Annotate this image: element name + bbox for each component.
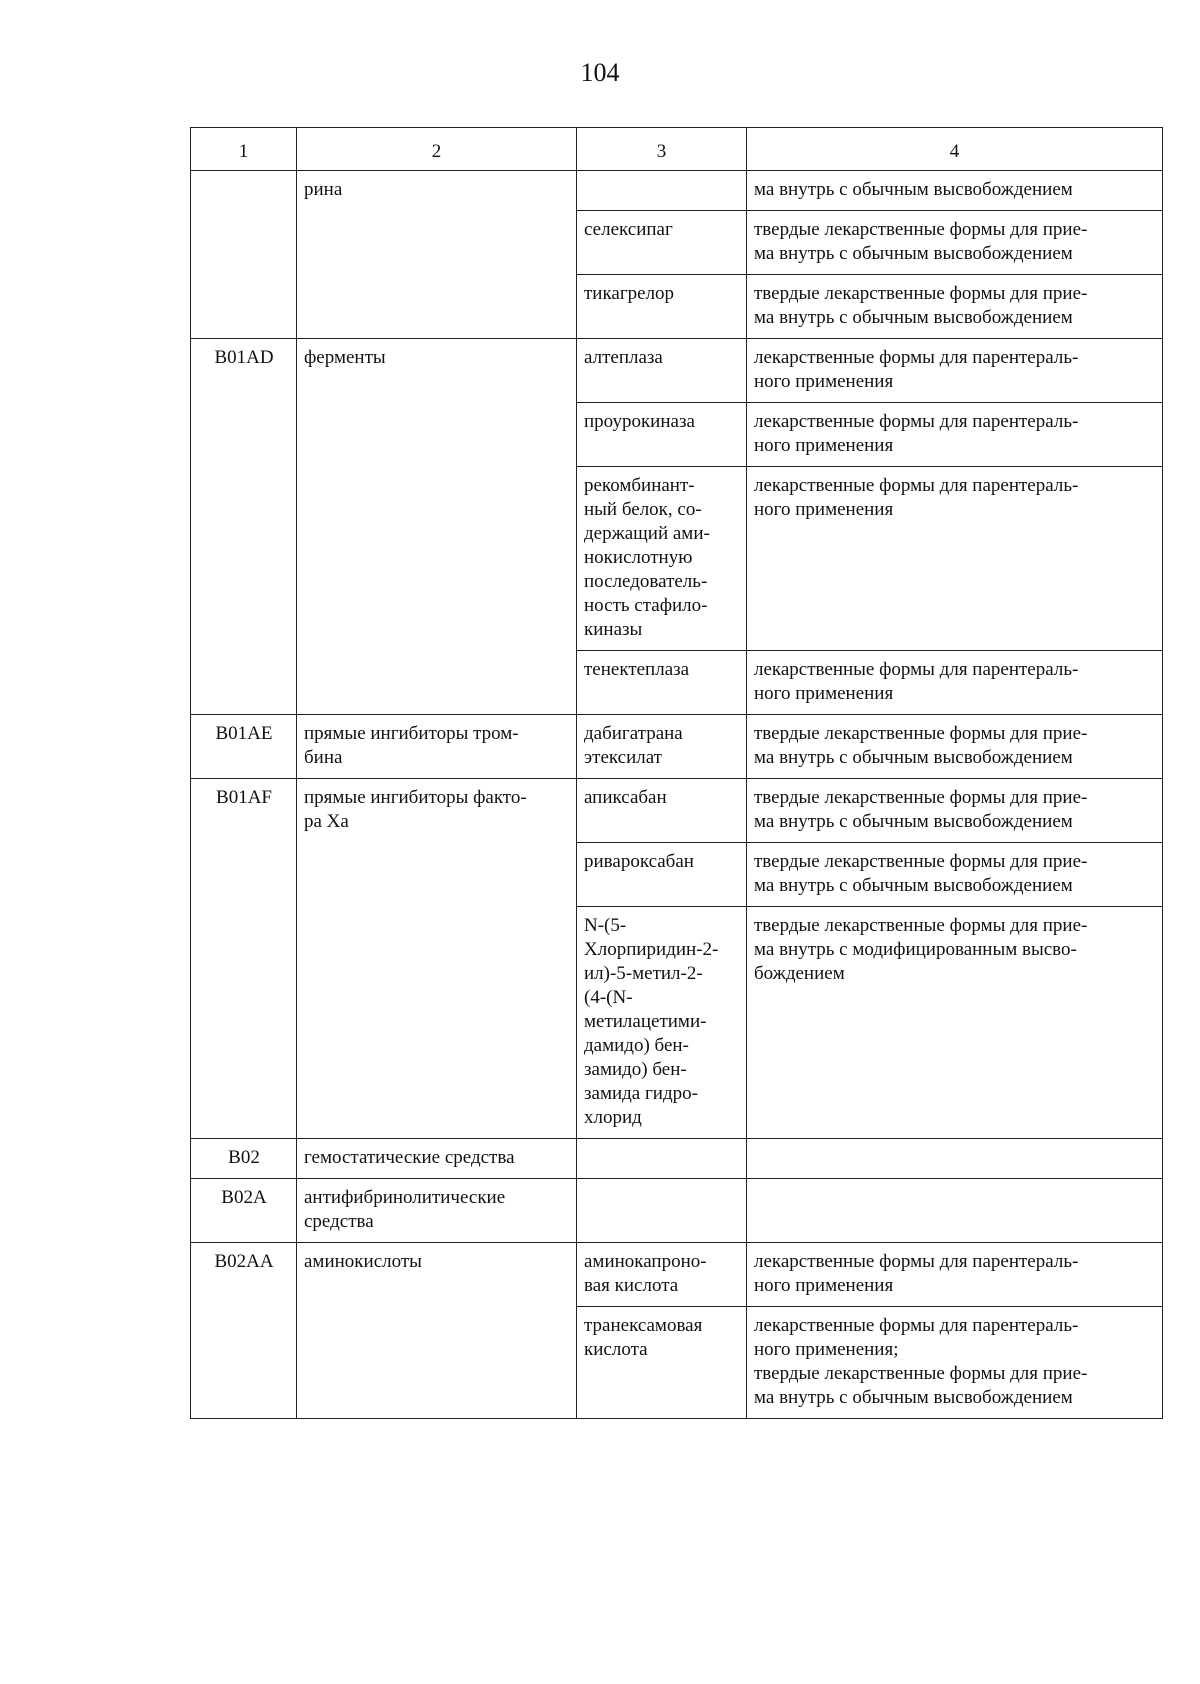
drug-name-cell: дабигатрана этексилат <box>577 715 747 779</box>
atc-code-cell: B01AF <box>191 779 297 1139</box>
atc-code-cell: B02AA <box>191 1243 297 1419</box>
atc-code-cell: B01AE <box>191 715 297 779</box>
group-name-cell: гемостатические средства <box>297 1139 577 1179</box>
group-name-cell: аминокислоты <box>297 1243 577 1419</box>
page-number: 104 <box>580 58 620 87</box>
drug-name-cell: тенектеплаза <box>577 651 747 715</box>
drug-name-cell: ривароксабан <box>577 843 747 907</box>
group-name-cell: ферменты <box>297 339 577 715</box>
dosage-form-cell: твердые лекарственные формы для прие- ма внутрь с обычным высвобождением <box>747 779 1163 843</box>
dosage-form-cell: лекарственные формы для парентераль- ного применения <box>747 339 1163 403</box>
drug-name-cell: рекомбинант- ный белок, со- держащий ами- нокислотную последователь- ность стафило- киназы <box>577 467 747 651</box>
dosage-form-cell: твердые лекарственные формы для прие- ма внутрь с обычным высвобождением <box>747 715 1163 779</box>
column-header: 3 <box>577 128 747 171</box>
dosage-form-cell: лекарственные формы для парентераль- ного применения <box>747 403 1163 467</box>
table-row <box>191 1179 1163 1243</box>
dosage-form-cell: твердые лекарственные формы для прие- ма внутрь с обычным высвобождением <box>747 211 1163 275</box>
group-name-cell: прямые ингибиторы тром- бина <box>297 715 577 779</box>
drug-name-cell <box>577 1179 747 1243</box>
drug-name-cell: аминокапроно- вая кислота <box>577 1243 747 1307</box>
drug-name-cell: селексипаг <box>577 211 747 275</box>
dosage-form-cell: лекарственные формы для парентераль- ного применения <box>747 651 1163 715</box>
table-header-row <box>191 128 1163 171</box>
drug-name-cell <box>577 171 747 211</box>
dosage-form-cell: лекарственные формы для парентераль- ного применения; твердые лекарственные формы для прие- ма внутрь с обычным высвобождением <box>747 1307 1163 1419</box>
dosage-form-cell <box>747 1179 1163 1243</box>
table-row <box>191 1139 1163 1179</box>
column-header: 2 <box>297 128 577 171</box>
column-header: 4 <box>747 128 1163 171</box>
table-row <box>191 171 1163 211</box>
atc-code-cell: B02A <box>191 1179 297 1243</box>
atc-code-cell: B02 <box>191 1139 297 1179</box>
drug-table <box>190 127 1163 1419</box>
drug-name-cell <box>577 1139 747 1179</box>
dosage-form-cell: твердые лекарственные формы для прие- ма внутрь с обычным высвобождением <box>747 275 1163 339</box>
atc-code-cell: B01AD <box>191 339 297 715</box>
table-row <box>191 339 1163 403</box>
table-row <box>191 1243 1163 1307</box>
drug-name-cell: апиксабан <box>577 779 747 843</box>
drug-name-cell: тикагрелор <box>577 275 747 339</box>
dosage-form-cell <box>747 1139 1163 1179</box>
drug-name-cell: N-(5- Хлорпиридин-2- ил)-5-метил-2- (4-(N- метилацетими- дамидо) бен- замидо) бен- замида гидро- хлорид <box>577 907 747 1139</box>
atc-code-cell <box>191 171 297 339</box>
dosage-form-cell: лекарственные формы для парентераль- ного применения <box>747 1243 1163 1307</box>
group-name-cell: антифибринолитические средства <box>297 1179 577 1243</box>
dosage-form-cell: ма внутрь с обычным высвобождением <box>747 171 1163 211</box>
drug-name-cell: транексамовая кислота <box>577 1307 747 1419</box>
group-name-cell: рина <box>297 171 577 339</box>
dosage-form-cell: твердые лекарственные формы для прие- ма внутрь с модифицированным высво- бождением <box>747 907 1163 1139</box>
drug-name-cell: алтеплаза <box>577 339 747 403</box>
group-name-cell: прямые ингибиторы факто- ра Xa <box>297 779 577 1139</box>
table-row <box>191 779 1163 843</box>
drug-name-cell: проурокиназа <box>577 403 747 467</box>
column-header: 1 <box>191 128 297 171</box>
dosage-form-cell: лекарственные формы для парентераль- ного применения <box>747 467 1163 651</box>
table-row <box>191 715 1163 779</box>
dosage-form-cell: твердые лекарственные формы для прие- ма внутрь с обычным высвобождением <box>747 843 1163 907</box>
